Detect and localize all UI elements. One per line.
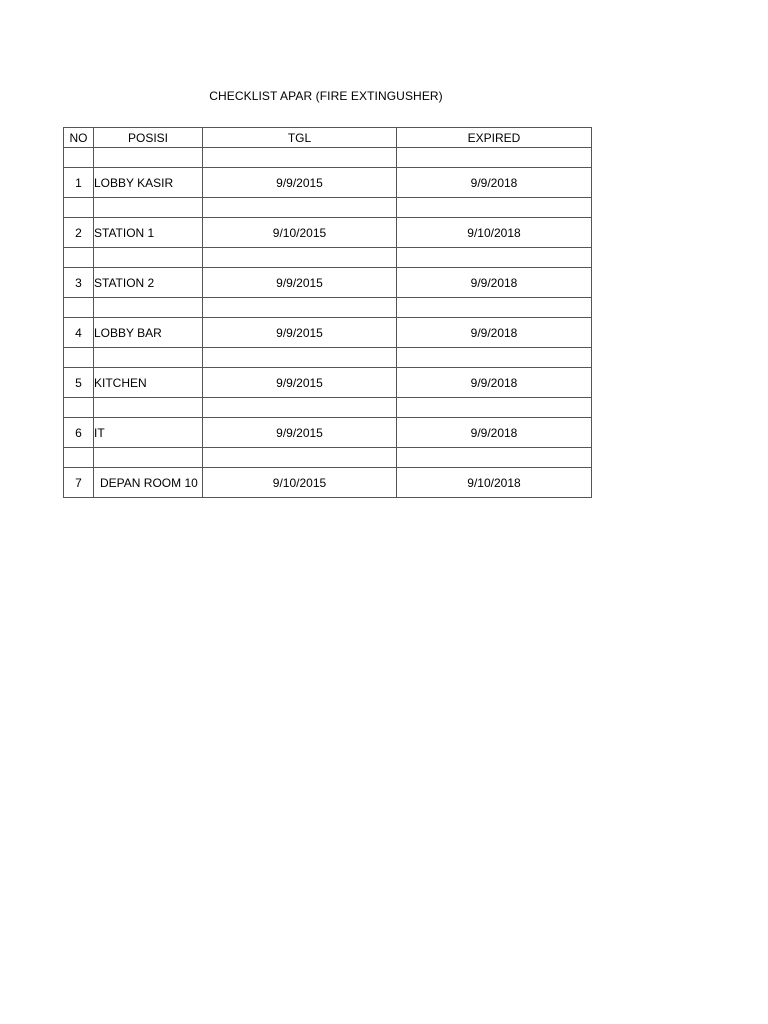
spacer-row [64,248,592,268]
cell-no: 3 [64,268,94,298]
spacer-row [64,298,592,318]
cell-posisi: STATION 1 [94,218,203,248]
cell-expired: 9/9/2018 [397,168,592,198]
header-posisi: POSISI [94,128,203,148]
table-row [64,218,592,248]
spacer-row [64,348,592,368]
cell-tgl: 9/9/2015 [203,268,397,298]
cell-expired: 9/10/2018 [397,218,592,248]
document-title: CHECKLIST APAR (FIRE EXTINGUSHER) [209,89,443,103]
table-row [64,368,592,398]
cell-tgl: 9/9/2015 [203,318,397,348]
cell-tgl: 9/10/2015 [203,218,397,248]
cell-expired: 9/9/2018 [397,318,592,348]
cell-tgl: 9/9/2015 [203,418,397,448]
spacer-row [64,198,592,218]
cell-posisi: IT [94,418,203,448]
cell-posisi: DEPAN ROOM 10 [94,468,203,498]
cell-posisi: LOBBY BAR [94,318,203,348]
cell-tgl: 9/9/2015 [203,368,397,398]
spacer-row [64,448,592,468]
cell-posisi: STATION 2 [94,268,203,298]
cell-no: 7 [64,468,94,498]
table-header-row [64,128,592,148]
table-row [64,268,592,298]
cell-posisi: LOBBY KASIR [94,168,203,198]
cell-expired: 9/9/2018 [397,368,592,398]
header-tgl: TGL [203,128,397,148]
table-row [64,468,592,498]
spacer-row [64,398,592,418]
checklist-table [63,127,592,498]
cell-no: 2 [64,218,94,248]
table-row [64,418,592,448]
cell-posisi: KITCHEN [94,368,203,398]
cell-tgl: 9/10/2015 [203,468,397,498]
cell-tgl: 9/9/2015 [203,168,397,198]
header-expired: EXPIRED [397,128,592,148]
cell-no: 1 [64,168,94,198]
cell-no: 5 [64,368,94,398]
cell-expired: 9/9/2018 [397,268,592,298]
cell-no: 4 [64,318,94,348]
cell-expired: 9/10/2018 [397,468,592,498]
table-row [64,318,592,348]
table-row [64,168,592,198]
spacer-row [64,148,592,168]
cell-no: 6 [64,418,94,448]
header-no: NO [64,128,94,148]
cell-expired: 9/9/2018 [397,418,592,448]
